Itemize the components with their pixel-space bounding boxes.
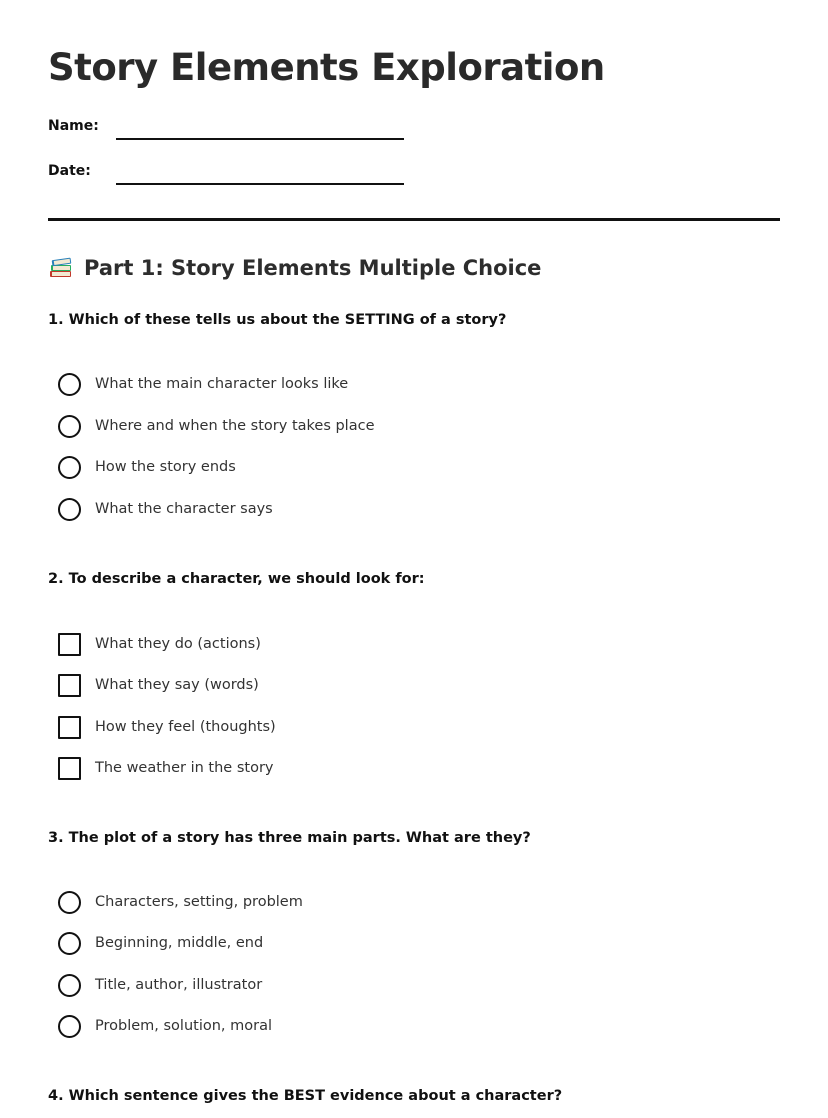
option-label: Beginning, middle, end xyxy=(95,935,264,951)
q3-option-1[interactable] xyxy=(58,890,303,914)
radio-button[interactable] xyxy=(58,974,81,997)
name-field[interactable] xyxy=(48,118,408,142)
option-label: How the story ends xyxy=(95,459,236,475)
q1-option-4[interactable] xyxy=(58,497,273,521)
q2-option-3[interactable] xyxy=(58,715,276,739)
radio-button[interactable] xyxy=(58,456,81,479)
option-label: Where and when the story takes place xyxy=(95,418,375,434)
q1-option-3[interactable] xyxy=(58,455,236,479)
books-icon xyxy=(48,256,74,280)
option-label: What the character says xyxy=(95,501,273,517)
date-input-line[interactable] xyxy=(116,183,404,185)
q1-option-1[interactable] xyxy=(58,372,348,396)
worksheet-title: Story Elements Exploration xyxy=(48,46,605,89)
q2-option-2[interactable] xyxy=(58,673,259,697)
option-label: Title, author, illustrator xyxy=(95,977,263,993)
part1-heading-text: Part 1: Story Elements Multiple Choice xyxy=(84,256,542,280)
part1-heading xyxy=(48,256,541,280)
date-field[interactable] xyxy=(48,163,408,187)
q1-option-2[interactable] xyxy=(58,414,375,438)
checkbox[interactable] xyxy=(58,757,81,780)
q2-option-4[interactable] xyxy=(58,756,274,780)
question-2: 2. To describe a character, we should look for: xyxy=(48,571,425,587)
option-label: Characters, setting, problem xyxy=(95,894,303,910)
option-label: The weather in the story xyxy=(95,760,274,776)
name-label: Name: xyxy=(48,118,99,134)
q3-option-4[interactable] xyxy=(58,1014,272,1038)
checkbox[interactable] xyxy=(58,674,81,697)
header-divider xyxy=(48,218,780,221)
question-3: 3. The plot of a story has three main parts. What are they? xyxy=(48,830,531,846)
option-label: What the main character looks like xyxy=(95,376,349,392)
question-1: 1. Which of these tells us about the SETTING of a story? xyxy=(48,312,507,328)
checkbox[interactable] xyxy=(58,633,81,656)
radio-button[interactable] xyxy=(58,373,81,396)
radio-button[interactable] xyxy=(58,498,81,521)
checkbox[interactable] xyxy=(58,716,81,739)
option-label: What they say (words) xyxy=(95,677,259,693)
option-label: What they do (actions) xyxy=(95,636,261,652)
question-4: 4. Which sentence gives the BEST evidence about a character? xyxy=(48,1088,563,1104)
radio-button[interactable] xyxy=(58,415,81,438)
q3-option-3[interactable] xyxy=(58,973,262,997)
radio-button[interactable] xyxy=(58,1015,81,1038)
option-label: How they feel (thoughts) xyxy=(95,719,276,735)
option-label: Problem, solution, moral xyxy=(95,1018,273,1034)
name-input-line[interactable] xyxy=(116,138,404,140)
q2-option-1[interactable] xyxy=(58,632,261,656)
radio-button[interactable] xyxy=(58,932,81,955)
date-label: Date: xyxy=(48,163,91,179)
q3-option-2[interactable] xyxy=(58,931,263,955)
radio-button[interactable] xyxy=(58,891,81,914)
